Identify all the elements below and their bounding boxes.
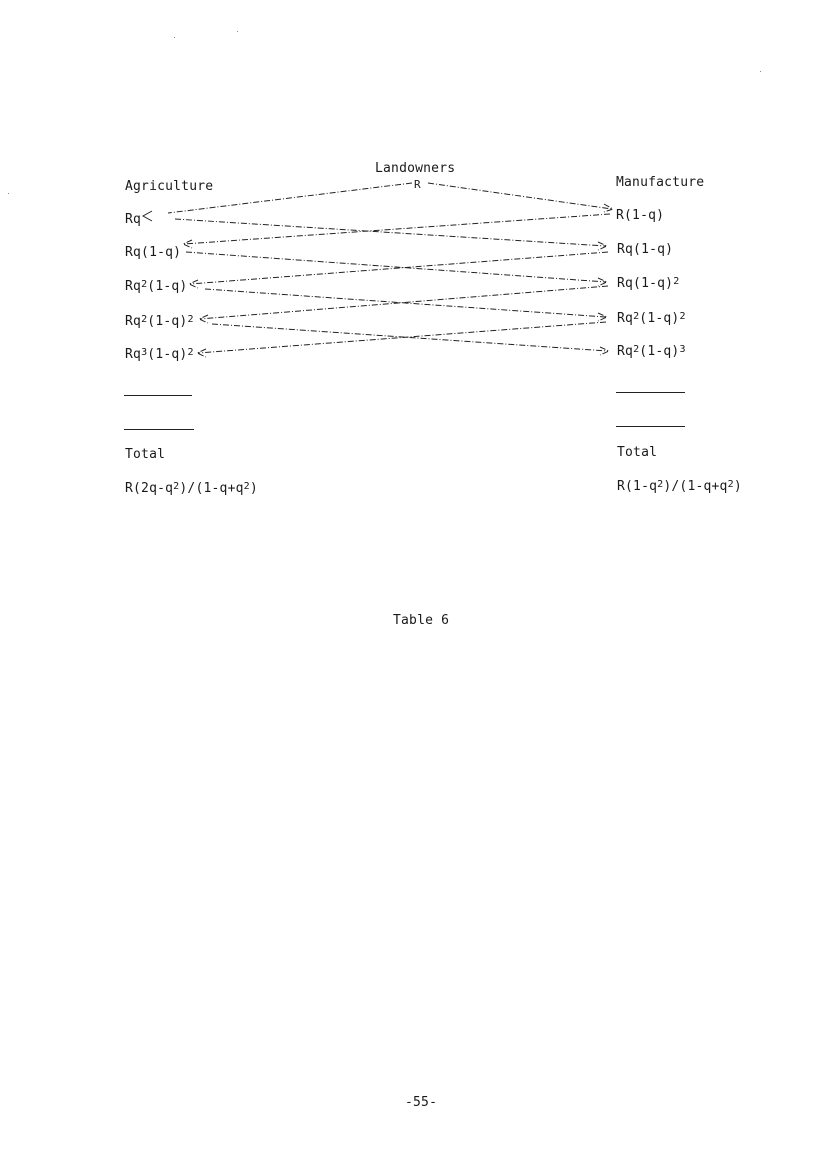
left-total-label: Total bbox=[125, 447, 166, 462]
table-caption: Table 6 bbox=[393, 613, 450, 628]
right-blank-line-2 bbox=[616, 426, 685, 427]
right-row-4: $Rq^2(1-q)^2$ bbox=[617, 311, 686, 326]
arrow-rq-to-rq1q-right bbox=[175, 219, 606, 246]
right-total-formula: $R(1-q^2)/(1-q+q^2)$ bbox=[617, 479, 742, 494]
scan-speck bbox=[174, 37, 175, 38]
right-row-1: R(1-q) bbox=[616, 208, 665, 223]
scan-speck bbox=[760, 71, 761, 72]
right-total-label: Total bbox=[617, 445, 658, 460]
left-row-5: $Rq^3(1-q)^2$ bbox=[125, 347, 194, 362]
arrow-r-to-manufacture bbox=[428, 183, 612, 209]
left-row-1: Rq bbox=[125, 212, 142, 227]
r-symbol: R bbox=[414, 178, 421, 191]
arrowhead-rq bbox=[143, 211, 152, 221]
right-row-5: $Rq^2(1-q)^3$ bbox=[617, 344, 686, 359]
agriculture-title: Agriculture bbox=[125, 179, 214, 194]
arrow-r1q-to-rq1q-left bbox=[184, 214, 610, 244]
left-total-formula: $R(2q-q^2)/(1-q+q^2)$ bbox=[125, 481, 258, 496]
left-blank-line-2 bbox=[124, 429, 194, 430]
scan-speck bbox=[237, 31, 238, 32]
right-row-2: Rq(1-q) bbox=[617, 242, 674, 257]
left-blank-line-1 bbox=[124, 395, 192, 396]
landowners-label: Landowners bbox=[375, 161, 456, 176]
arrow-rq1q-to-rq1q2-right bbox=[186, 252, 606, 282]
page-number: -55- bbox=[405, 1095, 438, 1110]
left-row-2: Rq(1-q) bbox=[125, 245, 182, 260]
right-row-3: $Rq(1-q)^2$ bbox=[617, 276, 680, 291]
manufacture-title: Manufacture bbox=[616, 175, 705, 190]
scan-speck bbox=[8, 193, 9, 194]
left-row-4: $Rq^2(1-q)^2$ bbox=[125, 314, 194, 329]
arrow-rq21q2-right-to-rq31q2-left bbox=[198, 322, 606, 353]
arrow-rq21q-to-rq21q2-right bbox=[205, 289, 606, 317]
left-row-3: Rq$^2$(1-q) bbox=[125, 279, 188, 294]
right-blank-line-1 bbox=[616, 392, 685, 393]
